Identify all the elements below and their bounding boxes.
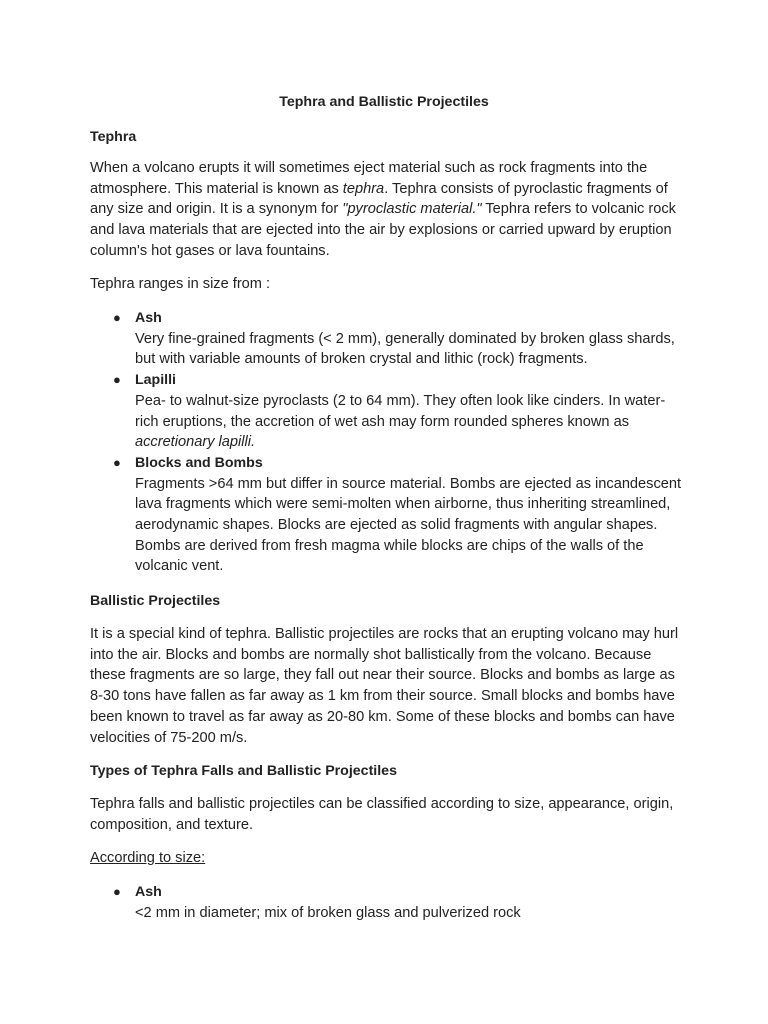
section-heading-tephra: Tephra [90, 129, 137, 145]
bullet-icon: ● [113, 372, 121, 388]
section-heading-types: Types of Tephra Falls and Ballistic Projectiles [90, 763, 397, 779]
subheading-according-to-size [90, 848, 682, 869]
list-item-description: Very fine-grained fragments (< 2 mm), generally dominated by broken glass shards, but with variable amounts of broken crystal and lithic (rock) fragments. [135, 330, 675, 368]
tephra-size-list [90, 308, 682, 577]
list-item-description [135, 391, 682, 453]
list-item [90, 882, 682, 923]
section-heading-ballistic-projectiles: Ballistic Projectiles [90, 593, 221, 609]
list-item [90, 453, 682, 577]
text-run: Tephra refers to volcanic rock and lava materials that are ejected into the air by explosions or carried upward by eruption column's hot gases or lava fountains. [90, 201, 676, 259]
underlined-subheading: According to size: [90, 850, 206, 866]
list-item-description: <2 mm in diameter; mix of broken glass and pulverized rock [135, 904, 521, 921]
types-paragraph-1: Tephra falls and ballistic projectiles can be classified according to size, appearance, origin, composition, and texture. [90, 796, 674, 833]
list-item-description: Fragments >64 mm but differ in source material. Bombs are ejected as incandescent lava fragments which were semi-molten when airborne, thus inheriting streamlined, aerodynamic shapes. Blocks are ejected as solid fragments with angular shapes. Bombs are derived from fresh magma while blocks are chips of the walls of the volcanic vent. [135, 475, 682, 575]
emphasis-tephra: tephra [342, 180, 385, 197]
list-item [90, 308, 682, 370]
text-run: When a volcano erupts it will sometimes eject material such as rock fragments into the atmosphere. This material is known as [90, 160, 648, 197]
list-item-term: Ash [135, 310, 162, 326]
text-run: . Tephra consists of pyroclastic fragments of any size and origin. It is a synonym for [90, 180, 668, 218]
bullet-icon: ● [113, 884, 121, 899]
emphasis-pyroclastic-material: "pyroclastic material." [342, 201, 482, 218]
size-classification-list [90, 882, 682, 923]
tephra-paragraph-2: Tephra ranges in size from : [90, 276, 271, 292]
document-title: Tephra and Ballistic Projectiles [279, 94, 489, 110]
text-run: Pea- to walnut-size pyroclasts (2 to 64 mm). They often look like cinders. In water-rich eruptions, the accretion of wet ash may form rounded spheres known as [135, 392, 666, 430]
ballistic-paragraph-1: It is a special kind of tephra. Ballistic projectiles are rocks that an erupting volcano may hurl into the air. Blocks and bombs are normally shot ballistically from the volcano. Because these fragments are so large, they fall out near their source. Blocks and bombs as large as 8-30 tons have fallen as far away as 1 km from their source. Small blocks and bombs have been known to travel as far away as 20-80 km. Some of these blocks and bombs can have velocities of 75-200 m/s. [90, 626, 679, 746]
emphasis-accretionary-lapilli: accretionary lapilli. [135, 434, 256, 451]
list-item [90, 370, 682, 453]
list-item-term: Lapilli [135, 372, 176, 389]
bullet-icon: ● [113, 310, 121, 325]
bullet-icon: ● [113, 454, 121, 470]
list-item-term: Blocks and Bombs [135, 454, 263, 471]
list-item-term: Ash [135, 884, 162, 900]
tephra-paragraph-1 [90, 158, 682, 262]
